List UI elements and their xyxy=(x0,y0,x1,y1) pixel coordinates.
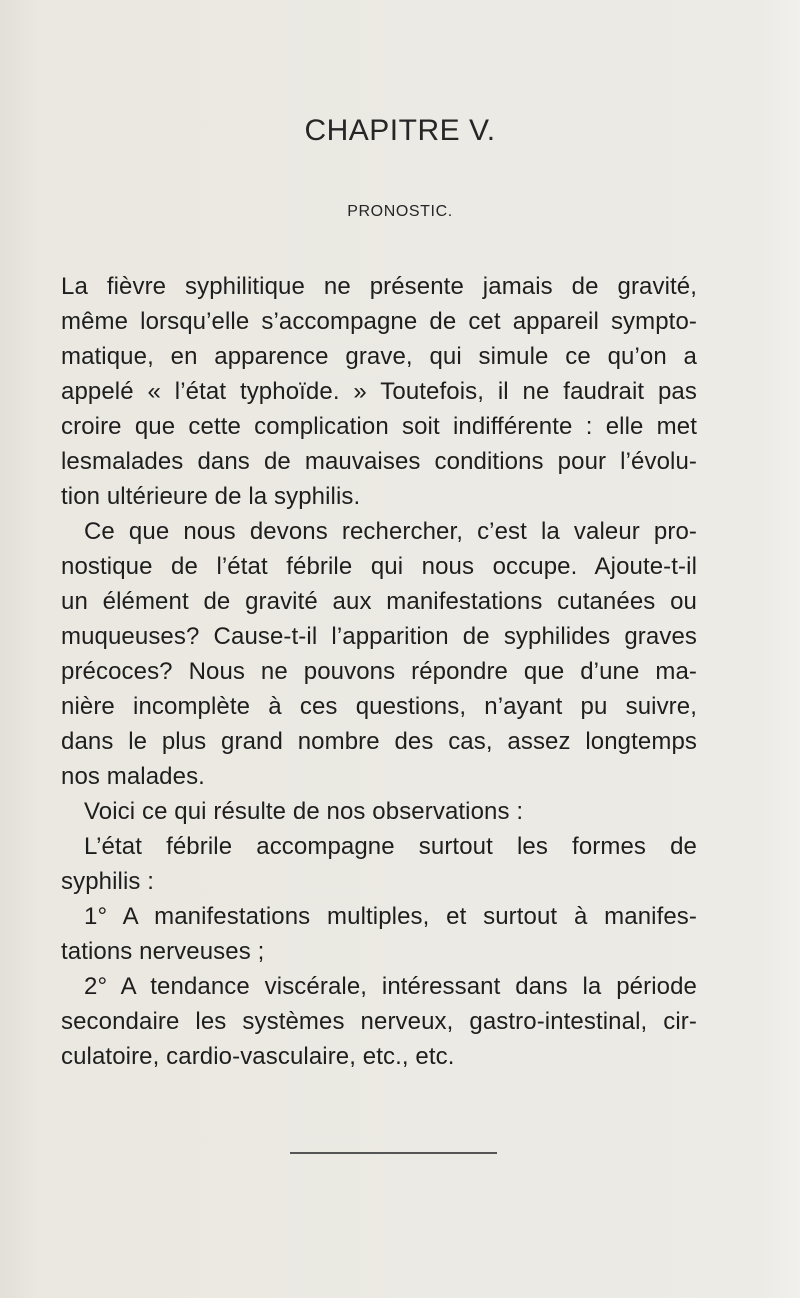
text-line: matique, en apparence grave, qui simule ce qu’on a xyxy=(61,343,697,370)
text-line: La fièvre syphilitique ne présente jamais de gravité, xyxy=(61,273,697,300)
text-line: culatoire, cardio-vasculaire, etc., etc. xyxy=(61,1043,455,1070)
text-line: croire que cette complication soit indifférente : elle met xyxy=(61,413,697,440)
text-line: L’état fébrile accompagne surtout les formes de xyxy=(84,833,697,860)
text-line: secondaire les systèmes nerveux, gastro-intestinal, cir- xyxy=(61,1008,697,1035)
section-title: PRONOSTIC. xyxy=(347,203,453,220)
text-line: 2° A tendance viscérale, intéressant dans la période xyxy=(84,973,697,1000)
text-line: un élément de gravité aux manifestations cutanées ou xyxy=(61,588,697,615)
text-line: syphilis : xyxy=(61,868,155,895)
text-line: nière incomplète à ces questions, n’ayant pu suivre, xyxy=(61,693,697,720)
text-line: dans le plus grand nombre des cas, assez longtemps xyxy=(61,728,697,755)
text-line: tion ultérieure de la syphilis. xyxy=(61,483,361,510)
text-line: précoces? Nous ne pouvons répondre que d’une ma- xyxy=(61,658,697,685)
text-line: muqueuses? Cause-t-il l’apparition de syphilides graves xyxy=(61,623,697,650)
end-rule xyxy=(290,1152,497,1154)
text-line: Ce que nous devons rechercher, c’est la valeur pro- xyxy=(84,518,697,545)
text-line: nostique de l’état fébrile qui nous occupe. Ajoute-t-il xyxy=(61,553,697,580)
text-line: 1° A manifestations multiples, et surtout à manifes- xyxy=(84,903,697,930)
text-line: Voici ce qui résulte de nos observations : xyxy=(84,798,524,825)
text-line: tations nerveuses ; xyxy=(61,938,265,965)
text-line: nos malades. xyxy=(61,763,205,790)
chapter-title: CHAPITRE V. xyxy=(304,114,496,147)
text-line: même lorsqu’elle s’accompagne de cet appareil sympto- xyxy=(61,308,697,335)
text-line: lesmalades dans de mauvaises conditions pour l’évolu- xyxy=(61,448,697,475)
text-line: appelé « l’état typhoïde. » Toutefois, il ne faudrait pas xyxy=(61,378,697,405)
